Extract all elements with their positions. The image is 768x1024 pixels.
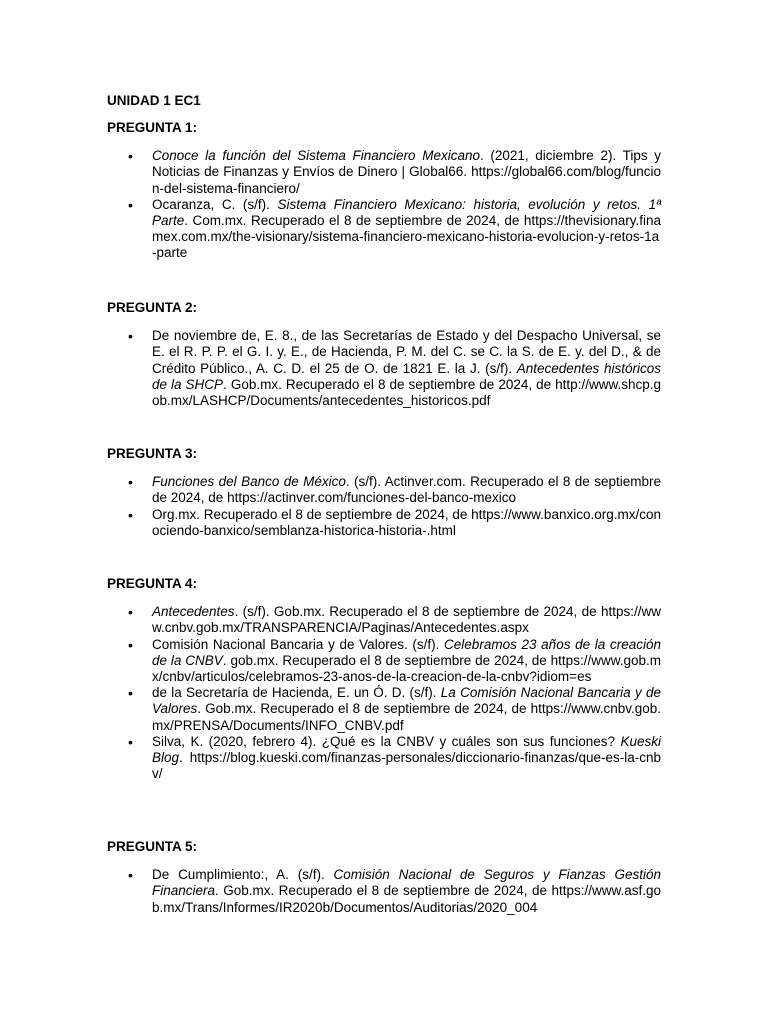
document-title: UNIDAD 1 EC1 <box>107 93 201 108</box>
ref-title: Funciones del Banco de México <box>152 474 346 490</box>
ref-text: . (s/f). Actinver.com. Recuperado el 8 de septiembre de 2024, de <box>152 474 661 506</box>
ref-title: Celebramos 23 años de la creación de la CNBV <box>152 636 662 668</box>
ref-text: . (s/f). Gob.mx. Recuperado el 8 de septiembre de 2024, de <box>234 604 597 620</box>
reference-list <box>107 867 661 916</box>
ref-text: . gob.mx. Recuperado el 8 de septiembre de 2024, de <box>222 652 547 668</box>
reference-item <box>107 474 661 506</box>
ref-title: Antecedentes históricos de la SHCP <box>152 360 661 392</box>
section-heading: PREGUNTA 5: <box>107 839 198 854</box>
ref-text: . Gob.mx. Recuperado el 8 de septiembre de 2024, de <box>197 701 527 717</box>
ref-title: Sistema Financiero Mexicano: historia, evolución y retos. 1ª Parte <box>152 196 662 229</box>
ref-text: Ocaranza, C. (s/f). <box>152 196 278 212</box>
section-pregunta-4 <box>107 576 661 782</box>
ref-text: de la Secretaría de Hacienda, E. un Ó. D. (s/f). <box>152 685 441 701</box>
ref-url: https://www.cnbv.gob.mx/TRANSPARENCIA/Paginas/Antecedentes.aspx <box>152 604 661 636</box>
ref-text: Org.mx. Recuperado el 8 de septiembre de 2024, de <box>152 506 468 522</box>
reference-item <box>107 637 661 686</box>
ref-url: https://thevisionary.finamex.com.mx/the-visionary/sistema-financiero-mexicano-historia-evolucion-y-retos-1a-parte <box>152 213 661 261</box>
reference-item <box>107 197 661 262</box>
ref-title: Conoce la función del Sistema Financiero Mexicano <box>152 148 480 164</box>
ref-text: De Cumplimiento:, A. (s/f). <box>152 867 334 883</box>
ref-url: http://www.shcp.gob.mx/LASHCP/Documents/antecedentes_historicos.pdf <box>152 376 661 409</box>
ref-url: https://www.cnbv.gob.mx/PRENSA/Documents/INFO_CNBV.pdf <box>152 701 661 733</box>
ref-text: . Gob.mx. Recuperado el 8 de septiembre de 2024, de <box>215 883 547 899</box>
ref-url: https://global66.com/blog/funcion-del-sistema-financiero/ <box>152 164 661 196</box>
reference-list <box>107 148 661 261</box>
section-heading: PREGUNTA 3: <box>107 446 198 461</box>
ref-text: . <box>179 750 183 766</box>
ref-url: https://blog.kueski.com/finanzas-personales/diccionario-finanzas/que-es-la-cnbv/ <box>152 750 661 782</box>
reference-item <box>107 734 661 783</box>
section-heading: PREGUNTA 4: <box>107 576 198 591</box>
section-pregunta-1 <box>107 120 661 262</box>
ref-text: . Com.mx. Recuperado el 8 de septiembre de 2024, de <box>184 213 520 229</box>
ref-text: De noviembre de, E. 8., de las Secretarías de Estado y del Despacho Universal, se E. el R. P. P. el G. I. y. E., de Hacienda, P. M. del C. se C. la S. de E. y. del D., & de Crédito Público., A. C. D. el 25 de O. de 1821 E. la J. (s/f). <box>152 328 661 376</box>
ref-title: Kueski Blog <box>152 733 661 766</box>
ref-title: Comisión Nacional de Seguros y Fianzas Gestión Financiera <box>152 867 661 899</box>
section-pregunta-5 <box>107 839 661 916</box>
reference-item <box>107 867 661 916</box>
reference-list <box>107 604 661 782</box>
ref-text: Silva, K. (2020, febrero 4). ¿Qué es la CNBV y cuáles son sus funciones? <box>152 733 621 749</box>
ref-text: . Gob.mx. Recuperado el 8 de septiembre de 2024, de <box>223 376 552 392</box>
ref-url: https://www.asf.gob.mx/Trans/Informes/IR2020b/Documentos/Auditorias/2020_004 <box>152 883 661 915</box>
section-heading: PREGUNTA 2: <box>107 300 198 315</box>
ref-url: https://www.banxico.org.mx/conociendo-banxico/semblanza-historica-historia-.html <box>152 506 661 538</box>
reference-item <box>107 507 661 539</box>
reference-item <box>107 685 661 734</box>
ref-title: La Comisión Nacional Bancaria y de Valores <box>152 685 661 717</box>
reference-list <box>107 328 661 409</box>
ref-text: . (2021, diciembre 2). Tips y Noticias de Finanzas y Envíos de Dinero | Global66. <box>152 148 661 180</box>
ref-url: https://actinver.com/funciones-del-banco-mexico <box>227 490 516 506</box>
reference-item <box>107 328 661 409</box>
ref-title: Antecedentes <box>152 604 235 620</box>
ref-text: Comisión Nacional Bancaria y de Valores. (s/f). <box>152 636 445 652</box>
reference-list <box>107 474 661 539</box>
section-heading: PREGUNTA 1: <box>107 120 198 135</box>
ref-url: https://www.gob.mx/cnbv/articulos/celebramos-23-anos-de-la-creacion-de-la-cnbv?idiom=es <box>152 652 661 685</box>
section-pregunta-3 <box>107 446 661 539</box>
reference-item <box>107 604 661 636</box>
section-pregunta-2 <box>107 300 661 409</box>
reference-item <box>107 148 661 197</box>
